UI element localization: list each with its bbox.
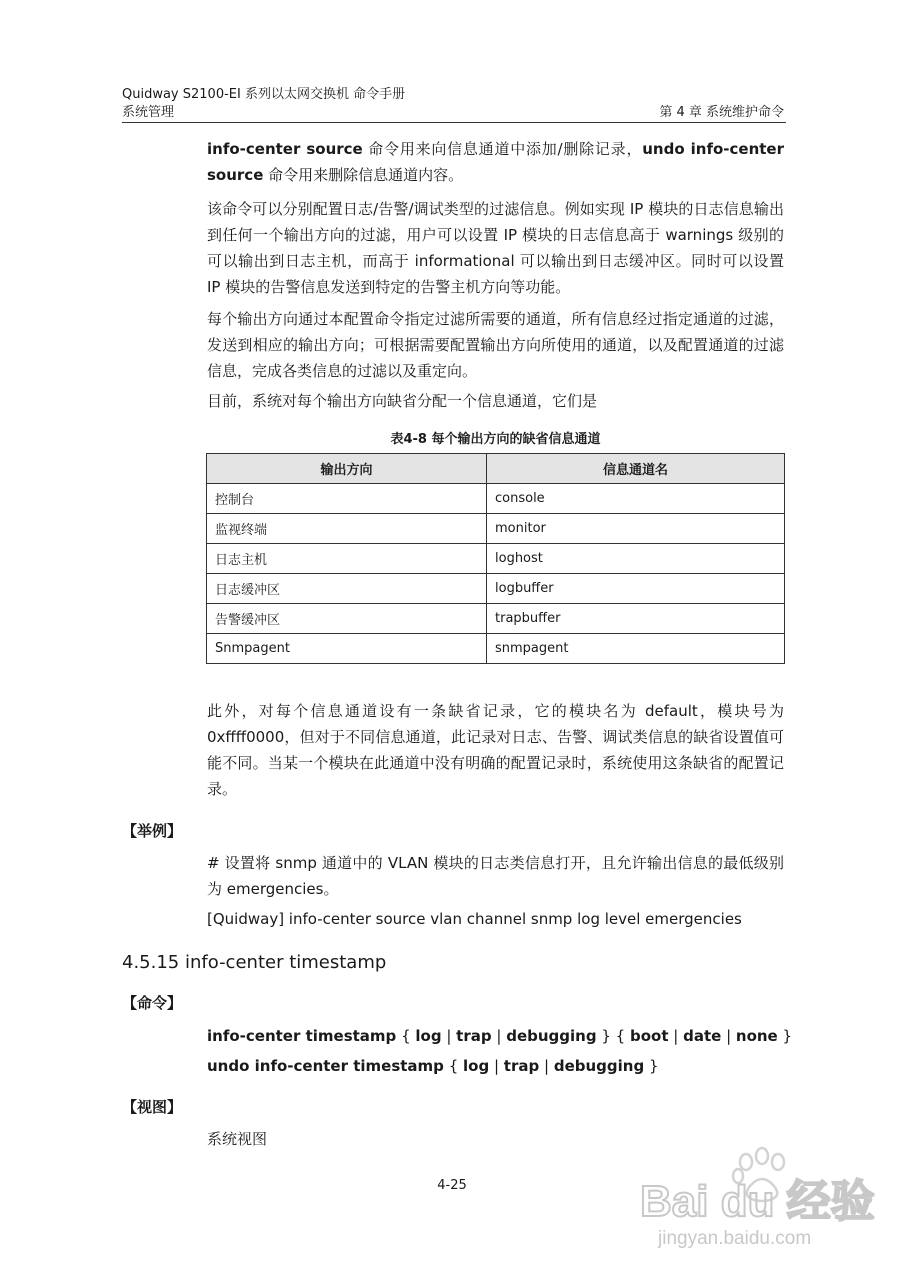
table-cell: trapbuffer bbox=[487, 604, 785, 634]
intro-paragraph-3: 每个输出方向通过本配置命令指定过滤所需要的通道，所有信息经过指定通道的过滤，发送到相应的输出方向；可根据需要配置输出方向所使用的通道，以及配置通道的过滤信息，完成各类信息的过滤以及重定向。 bbox=[207, 310, 784, 380]
table-cell: console bbox=[487, 484, 785, 514]
intro-paragraph-4: 目前，系统对每个输出方向缺省分配一个信息通道，它们是 bbox=[207, 392, 598, 410]
table-cell: 日志缓冲区 bbox=[207, 574, 487, 604]
default-channel-table bbox=[206, 453, 785, 664]
table-row bbox=[207, 484, 785, 514]
table-cell: 监视终端 bbox=[207, 514, 487, 544]
column-header: 输出方向 bbox=[207, 454, 487, 484]
table-row bbox=[207, 604, 785, 634]
intro-paragraph-1: info-center source 命令用来向信息通道中添加/删除记录，undo info-center source 命令用来删除信息通道内容。 bbox=[207, 140, 784, 184]
table-cell: 日志主机 bbox=[207, 544, 487, 574]
example-comment: # 设置将 snmp 通道中的 VLAN 模块的日志类信息打开，且允许输出信息的最低级别为 emergencies。 bbox=[207, 854, 784, 898]
intro-paragraph-2: 该命令可以分别配置日志/告警/调试类型的过滤信息。例如实现 IP 模块的日志信息输出到任何一个输出方向的过滤，用户可以设置 IP 模块的日志信息高于 warnings 级别的可以输出到日志主机，而高于 informational 可以输出到日志缓冲区。同时可以设置 IP 模块的告警信息发送到特定的告警主机方向等功能。 bbox=[207, 200, 784, 296]
table-cell: logbuffer bbox=[487, 574, 785, 604]
default-record-paragraph: 此外，对每个信息通道设有一条缺省记录，它的模块名为 default，模块号为 0xffff0000，但对于不同信息通道，此记录对日志、告警、调试类信息的缺省设置值可能不同。当某一个模块在此通道中没有明确的配置记录时，系统使用这条缺省的配置记录。 bbox=[207, 702, 784, 798]
example-command: [Quidway] info-center source vlan channel snmp log level emergencies bbox=[207, 910, 742, 928]
cmd-info-center-source: info-center source bbox=[207, 140, 363, 158]
view-label: 【视图】 bbox=[122, 1098, 183, 1116]
example-label: 【举例】 bbox=[122, 822, 183, 840]
doc-header-chapter: 第 4 章 系统维护命令 bbox=[659, 105, 784, 120]
table-header-row bbox=[207, 454, 785, 484]
table-cell: snmpagent bbox=[487, 634, 785, 664]
table-caption: 表4-8 每个输出方向的缺省信息通道 bbox=[390, 432, 601, 447]
table-row bbox=[207, 574, 785, 604]
column-header: 信息通道名 bbox=[487, 454, 785, 484]
table-cell: monitor bbox=[487, 514, 785, 544]
baidu-jingyan-watermark bbox=[640, 1140, 890, 1270]
table-cell: Snmpagent bbox=[207, 634, 487, 664]
watermark-url: jingyan.baidu.com bbox=[658, 1228, 812, 1249]
table-cell: 告警缓冲区 bbox=[207, 604, 487, 634]
watermark-brand: Bai du 经验 bbox=[640, 1177, 875, 1226]
cmd-undo-info-center-source: undo info-center source bbox=[207, 140, 784, 184]
doc-header-product: Quidway S2100-EI 系列以太网交换机 命令手册 bbox=[122, 87, 406, 102]
command-label: 【命令】 bbox=[122, 994, 183, 1012]
table-row bbox=[207, 544, 785, 574]
header-divider bbox=[122, 122, 786, 123]
table-cell: 控制台 bbox=[207, 484, 487, 514]
table-cell: loghost bbox=[487, 544, 785, 574]
table-row bbox=[207, 634, 785, 664]
section-title: 4.5.15 info-center timestamp bbox=[122, 952, 387, 973]
page-number: 4-25 bbox=[437, 1178, 467, 1193]
doc-header-section: 系统管理 bbox=[122, 105, 175, 120]
command-syntax-line-1: info-center timestamp { log | trap | debugging } { boot | date | none } bbox=[207, 1027, 793, 1045]
command-syntax-line-2: undo info-center timestamp { log | trap | debugging } bbox=[207, 1057, 659, 1075]
view-value: 系统视图 bbox=[207, 1130, 268, 1148]
table-row bbox=[207, 514, 785, 544]
